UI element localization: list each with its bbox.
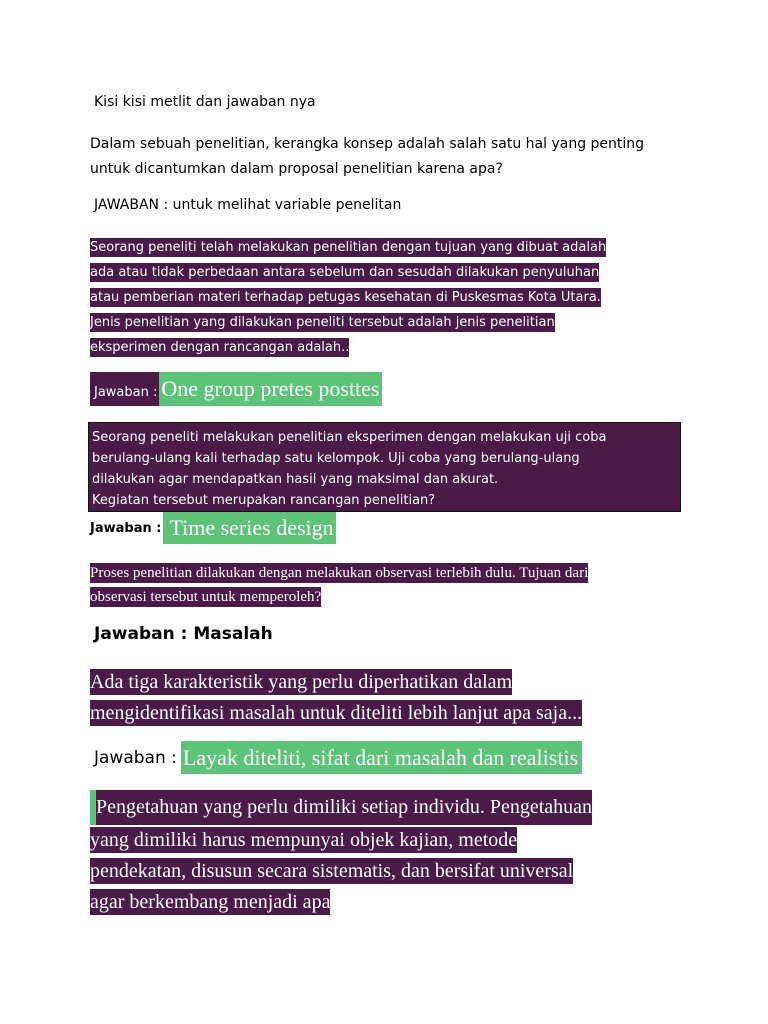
question-4 [90,561,588,609]
question-4-line: observasi tersebut untuk memperoleh? [90,589,322,605]
answer-5 [94,741,582,774]
answer-4: Jawaban : Masalah [94,624,273,644]
answer-5-value: Layak diteliti, sifat dari masalah dan realistis [181,741,582,774]
question-2 [90,235,606,360]
question-2-line: Jenis penelitian yang dilakukan peneliti tersebut adalah jenis penelitian [90,315,555,330]
question-6-line: Pengetahuan yang perlu dimiliki setiap individu. Pengetahuan [96,790,592,825]
answer-2 [90,372,382,406]
question-2-line: ada atau tidak perbedaan antara sebelum dan sesudah dilakukan penyuluhan [90,265,600,280]
question-3-line: berulang-ulang kali terhadap satu kelompok. Uji coba yang berulang-ulang [92,451,580,466]
question-2-line: atau pemberian materi terhadap petugas kesehatan di Puskesmas Kota Utara. [90,290,601,305]
answer-5-label: Jawaban : [94,747,177,768]
answer-1: JAWABAN : untuk melihat variable penelitan [94,197,402,213]
document-title: Kisi kisi metlit dan jawaban nya [94,94,316,110]
answer-3-value: Time series design [163,512,335,544]
question-3-line: Seorang peneliti melakukan penelitian eksperimen dengan melakukan uji coba [92,430,607,445]
answer-2-value: One group pretes posttes [159,372,381,406]
question-1-text: Dalam sebuah penelitian, kerangka konsep adalah salah satu hal yang penting untuk dicantumkan dalam proposal penelitian karena apa? [90,136,645,177]
question-6-line: pendekatan, disusun secara sistematis, dan bersifat universal [90,860,574,882]
question-6 [90,790,592,918]
question-2-line: eksperimen dengan rancangan adalah.. [90,340,350,355]
answer-3 [90,512,336,544]
question-5-line: Ada tiga karakteristik yang perlu diperhatikan dalam [90,671,513,693]
answer-2-label: Jawaban : [90,372,159,406]
question-3-line: dilakukan agar mendapatkan hasil yang maksimal dan akurat. [92,472,499,487]
question-4-line: Proses penelitian dilakukan dengan melakukan observasi terlebih dulu. Tujuan dari [90,565,589,581]
question-2-line: Seorang peneliti telah melakukan penelitian dengan tujuan yang dibuat adalah [90,240,607,255]
question-5 [90,667,582,729]
question-6-line: agar berkembang menjadi apa [90,891,331,913]
question-6-line: yang dimiliki harus mempunyai objek kajian, metode [90,829,518,851]
answer-3-label: Jawaban : [90,520,162,536]
question-3-line: Kegiatan tersebut merupakan rancangan penelitian? [92,493,436,508]
question-3-box [88,422,681,512]
question-5-line: mengidentifikasi masalah untuk diteliti lebih lanjut apa saja... [90,702,583,724]
